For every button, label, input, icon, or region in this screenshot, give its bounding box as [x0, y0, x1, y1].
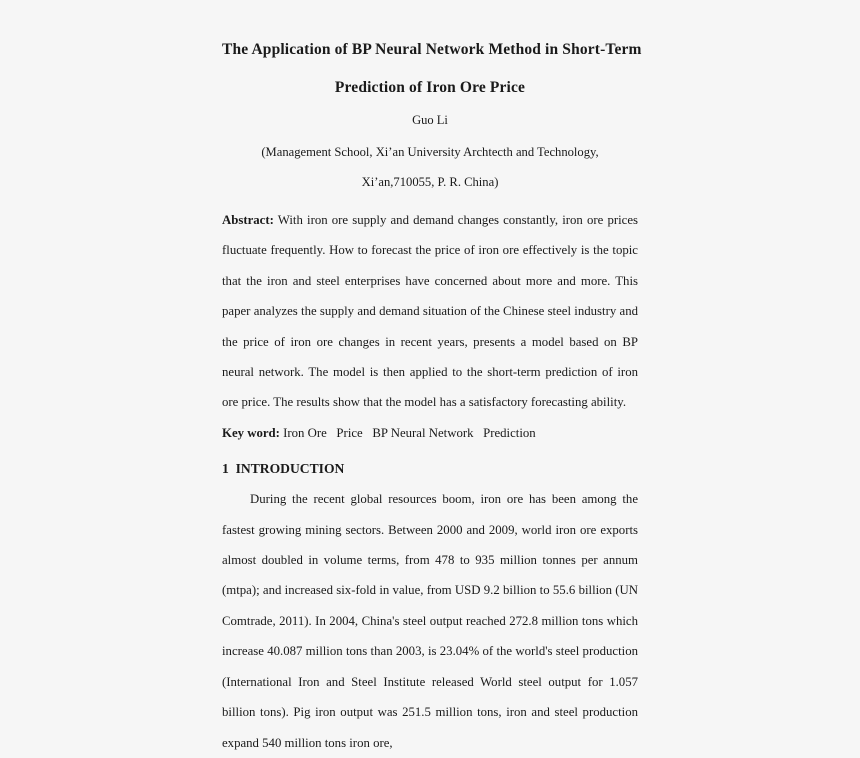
paper-title	[222, 0, 642, 107]
paper-title-line-1: The Application of BP Neural Network Method in Short-Term	[222, 41, 642, 58]
keywords-line	[222, 418, 638, 448]
keywords-text: Iron Ore Price BP Neural Network Prediction	[279, 425, 536, 440]
keywords-label: Key word:	[222, 425, 280, 440]
abstract-label: Abstract:	[222, 213, 274, 227]
page-content-column	[222, 0, 642, 758]
introduction-paragraph: During the recent global resources boom, iron ore has been among the fastest growing mining sectors. Between 2000 and 2009, world iron ore exports almost doubled in volume terms, from 478 to 935 million tonnes per annum (mtpa); and increased six-fold in value, from USD 9.2 billion to 55.6 billion (UN Comtrade, 2011). In 2004, China's steel output reached 272.8 million tons which increase 40.087 million tons than 2003, is 23.04% of the world's steel production (International Iron and Steel Institute released World steel output for 1.057 billion tons). Pig iron output was 251.5 million tons, iron and steel production expand 540 million tons iron ore,	[222, 492, 638, 750]
paper-affiliation-line-1: (Management School, Xi’an University Archtecth and Technology,	[261, 145, 599, 159]
paper-title-line-2: Prediction of Iron Ore Price	[334, 79, 526, 96]
paper-affiliation-line-2: Xi’an,710055, P. R. China)	[361, 175, 499, 189]
abstract-text: With iron ore supply and demand changes constantly, iron ore prices fluctuate frequently. How to forecast the price of iron ore effectively is the topic that the iron and steel enterprises have concerned about more and more. This paper analyzes the supply and demand situation of the Chinese steel industry and the price of iron ore changes in recent years, presents a model based on BP neural network. The model is then applied to the short-term prediction of iron ore price. The results show that the model has a satisfactory forecasting ability.	[222, 213, 638, 410]
abstract-paragraph	[222, 205, 638, 418]
section-heading-introduction: 1 INTRODUCTION	[222, 461, 345, 477]
paper-author: Guo Li	[412, 113, 448, 127]
